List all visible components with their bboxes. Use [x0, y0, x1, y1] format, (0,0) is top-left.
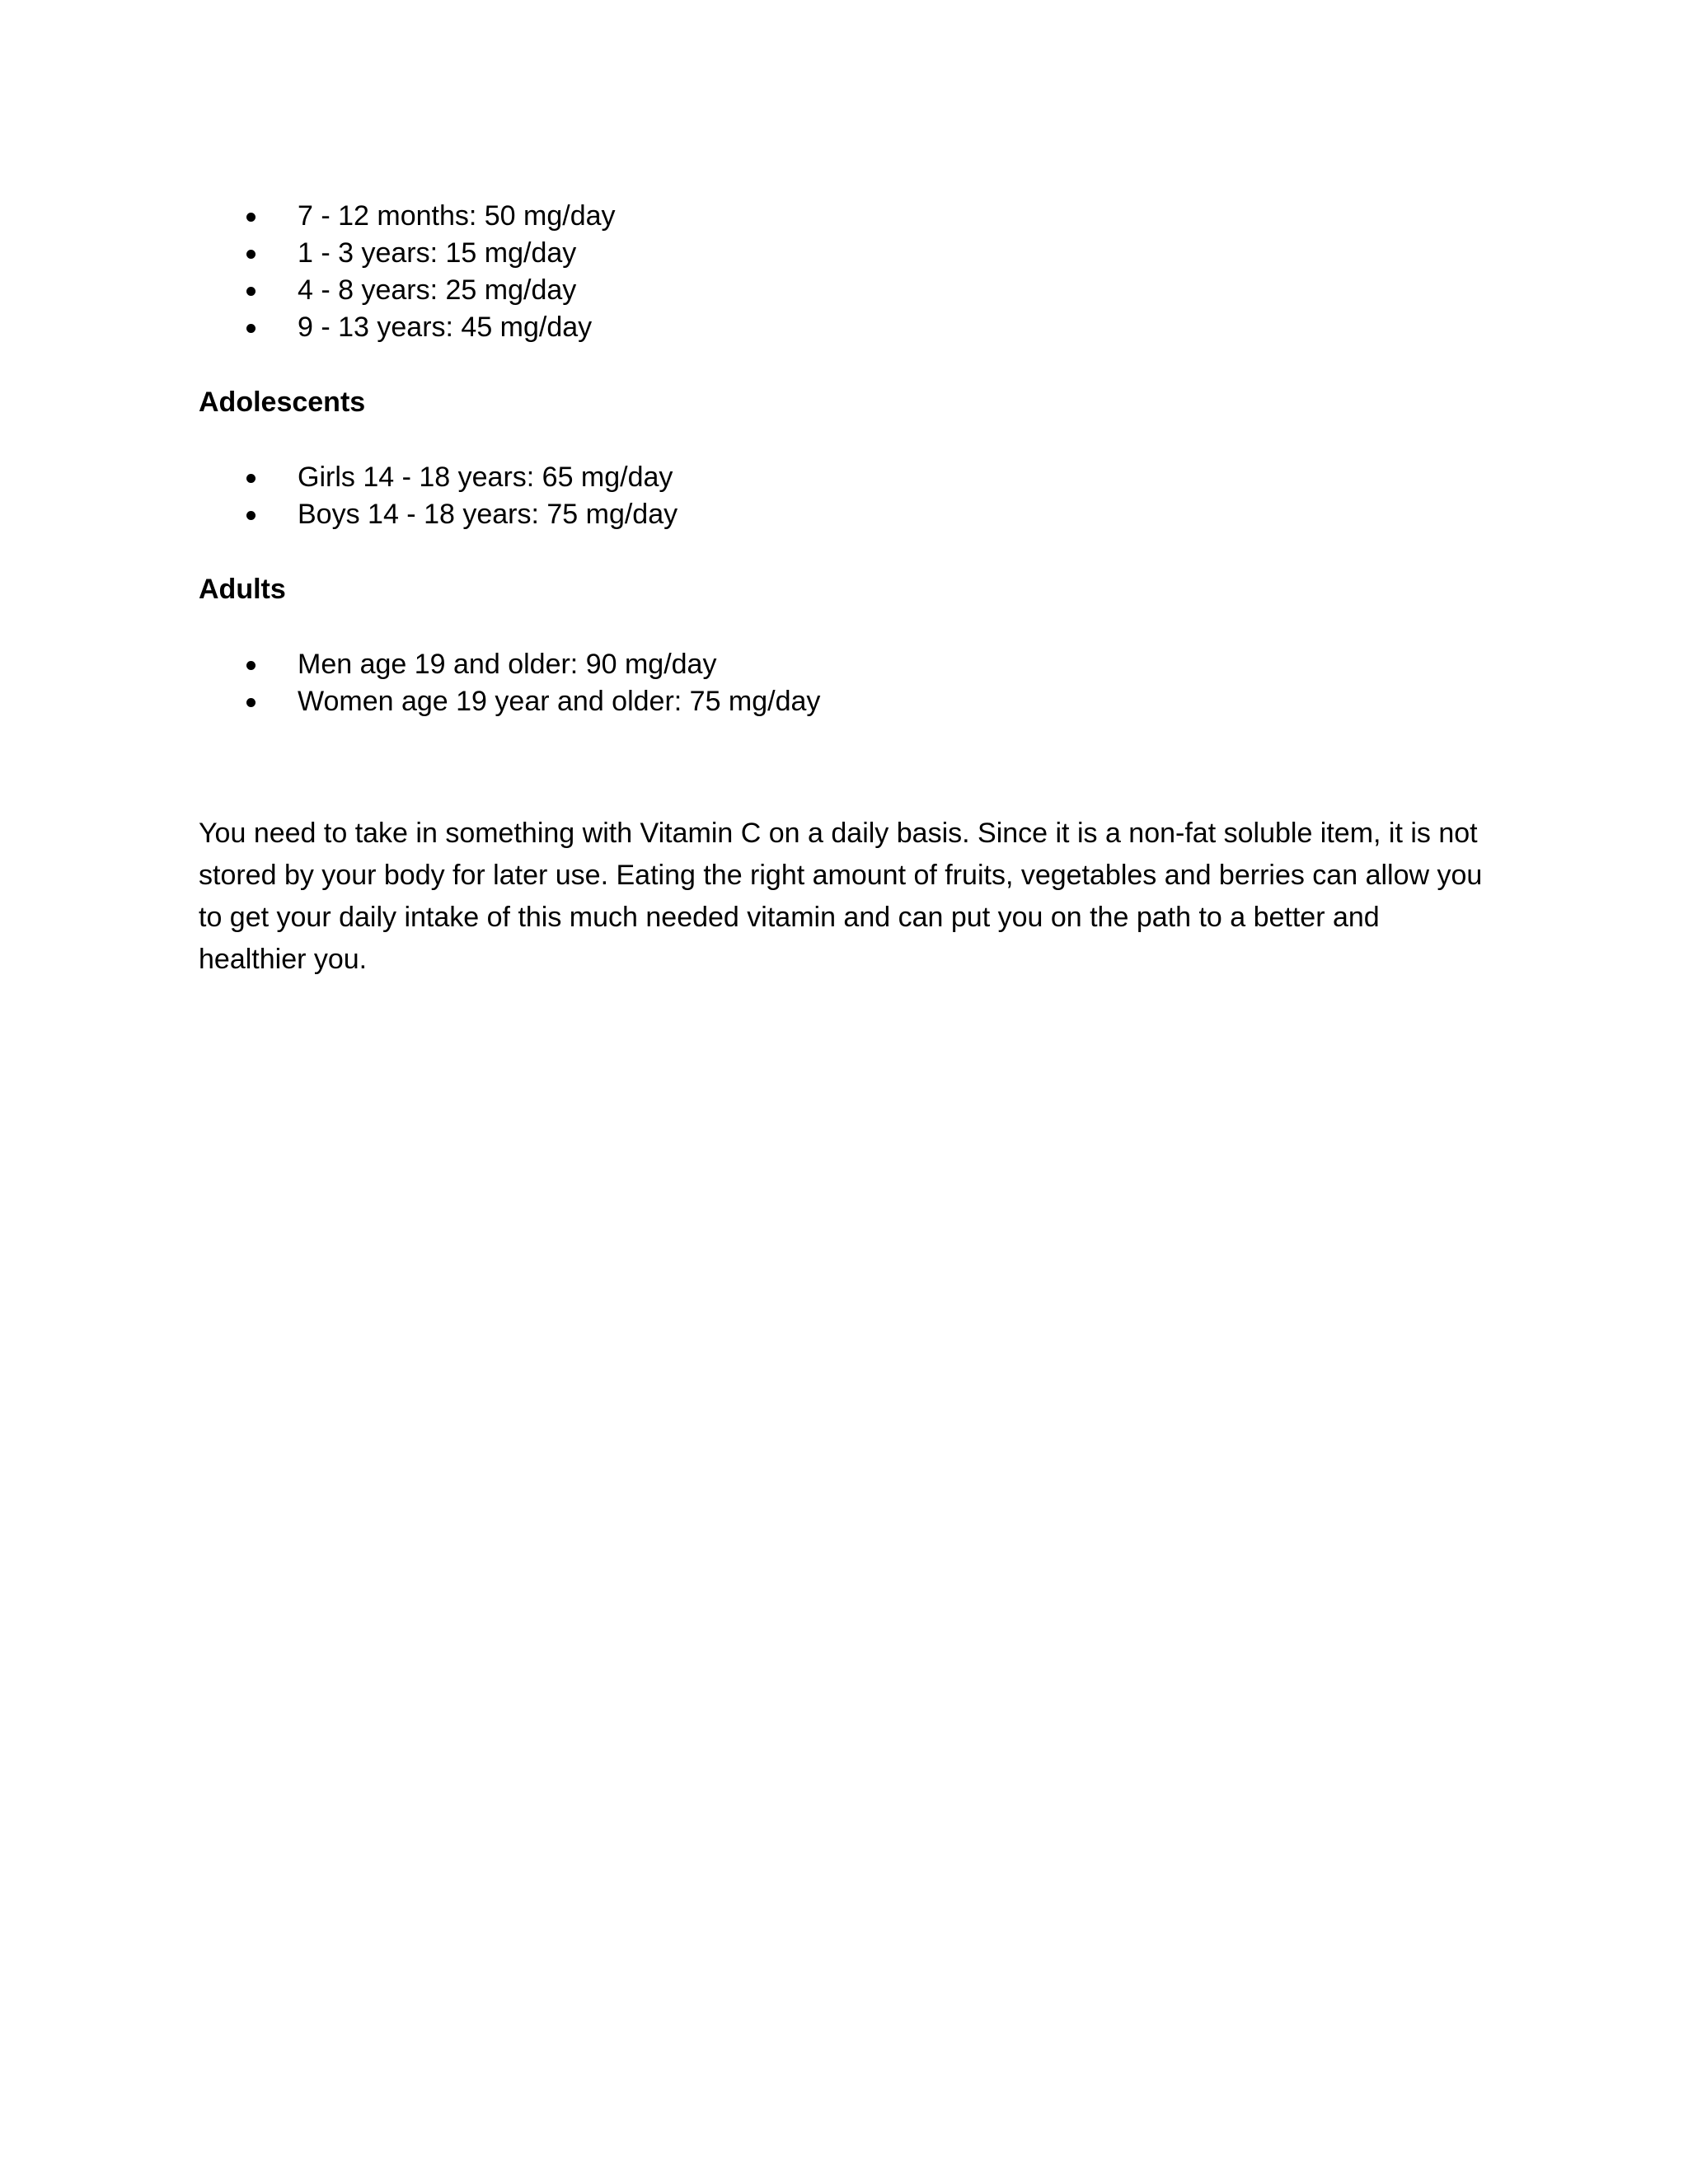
list-item [199, 235, 1501, 272]
list-item [199, 646, 1501, 683]
children-intake-list [199, 198, 1501, 346]
adolescents-intake-list [199, 459, 1501, 533]
adolescents-heading: Adolescents [199, 387, 366, 418]
list-item-text: 4 - 8 years: 25 mg/day [298, 274, 577, 306]
list-item [199, 459, 1501, 496]
bullet-icon [246, 324, 256, 333]
list-item-text: Women age 19 year and older: 75 mg/day [298, 686, 821, 717]
bullet-icon [246, 511, 256, 520]
list-item [199, 496, 1501, 533]
list-item-text: Men age 19 and older: 90 mg/day [298, 649, 717, 680]
list-item-text: 9 - 13 years: 45 mg/day [298, 312, 593, 343]
adults-intake-list [199, 646, 1501, 720]
bullet-icon [246, 250, 256, 259]
list-item-text: 7 - 12 months: 50 mg/day [298, 200, 616, 232]
bullet-icon [246, 661, 256, 670]
list-item [199, 198, 1501, 235]
list-item-text: Girls 14 - 18 years: 65 mg/day [298, 462, 673, 493]
list-item-text: Boys 14 - 18 years: 75 mg/day [298, 499, 678, 530]
list-item [199, 309, 1501, 346]
bullet-icon [246, 213, 256, 222]
document-body [199, 198, 1501, 981]
bullet-icon [246, 698, 256, 707]
list-item [199, 272, 1501, 309]
adults-heading: Adults [199, 574, 286, 605]
bullet-icon [246, 474, 256, 483]
bullet-icon [246, 287, 256, 296]
list-item [199, 683, 1501, 720]
list-item-text: 1 - 3 years: 15 mg/day [298, 237, 577, 269]
closing-paragraph: You need to take in something with Vitamin C on a daily basis. Since it is a non-fat soluble item, it is not stored by your body for later use. Eating the right amount of fruits, vegetables and berries can allow you to get your daily intake of this much needed vitamin and can put you on the path to a better and healthier you. [199, 818, 1483, 975]
